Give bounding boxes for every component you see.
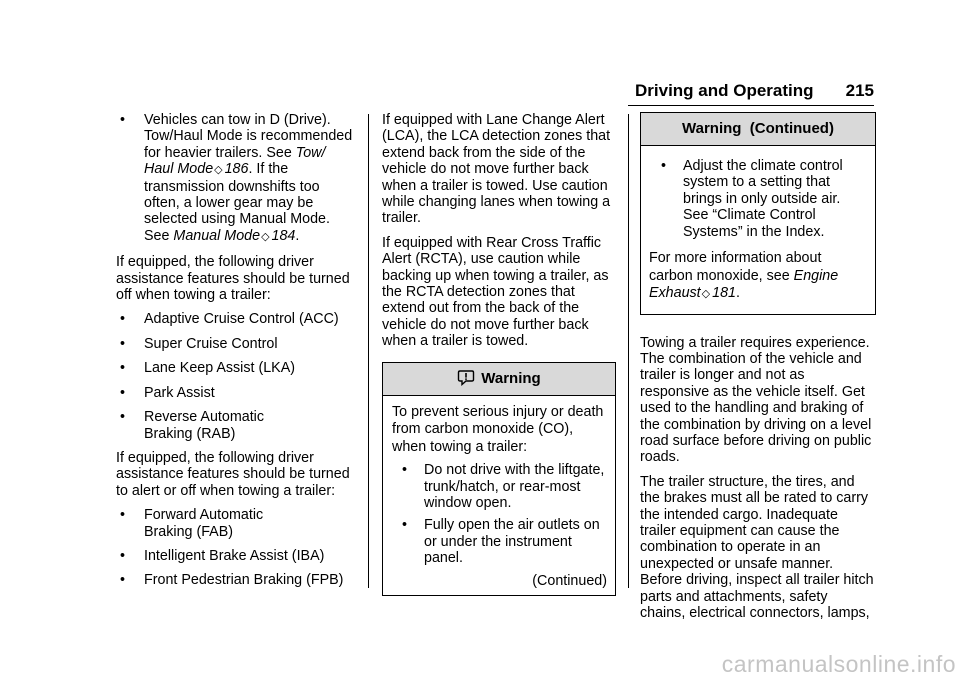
- bullet-icon: •: [661, 158, 667, 174]
- warning-box-continued: [640, 112, 876, 315]
- list-item: • Intelligent Brake Assist (IBA): [120, 547, 325, 564]
- paragraph: If equipped, the following driver assistance features should be turned off when towing a trailer:: [116, 254, 350, 304]
- warning-header: [383, 363, 615, 396]
- watermark: carmanualsonline.info: [721, 650, 956, 677]
- warning-icon: [457, 369, 475, 386]
- list-item: • Fully open the air outlets on or under the instrument panel.: [402, 517, 600, 567]
- paragraph: The trailer structure, the tires, and the brakes must all be rated to carry the intended cargo. Inadequate trailer equipment can cause the combination to operate in an unexpected or unsafe manner. Before driving, inspect all trailer hitch parts and attachments, safety chains, electrical connectors, lamps,: [640, 473, 874, 622]
- bullet-icon: •: [402, 462, 408, 479]
- bullet-icon: •: [120, 360, 126, 377]
- xref-arrow-icon: ◇: [701, 288, 711, 301]
- paragraph: Towing a trailer requires experience. The combination of the vehicle and trailer is longer and not as responsive as the vehicle itself. Get used to the handling and braking of the combination by driving on a level road surface before driving on public roads.: [640, 334, 872, 466]
- list-item: • Reverse Automatic Braking (RAB): [120, 409, 264, 442]
- bullet-icon: •: [120, 507, 126, 524]
- column-divider: [628, 114, 629, 588]
- warning-title: Warning: [481, 369, 541, 387]
- column-middle: [382, 112, 616, 596]
- list-item: • Front Pedestrian Braking (FPB): [120, 572, 344, 589]
- continued-label: (Continued): [532, 572, 607, 589]
- page-header: [628, 81, 874, 106]
- column-right: [640, 112, 876, 629]
- bullet-icon: •: [402, 517, 408, 534]
- section-title: Driving and Operating: [635, 81, 814, 100]
- warning-box: [382, 362, 616, 596]
- xref-link[interactable]: Engine Exhaust: [649, 267, 839, 302]
- list-item: • Forward Automatic Braking (FAB): [120, 507, 264, 540]
- xref-page[interactable]: 181: [712, 285, 736, 302]
- paragraph: If equipped with Rear Cross Traffic Alert (RCTA), use caution while backing up when towing a trailer, as the RCTA detection zones that extend out from the back of the vehicle do not move further back when a trailer is towed.: [382, 234, 609, 350]
- xref-arrow-icon: ◇: [261, 230, 270, 243]
- list-item: • Do not drive with the liftgate, trunk/hatch, or rear-most window open.: [402, 462, 605, 511]
- bullet-icon: •: [120, 335, 126, 352]
- page-number: 215: [845, 81, 874, 100]
- warning-intro: To prevent serious injury or death from carbon monoxide (CO), when towing a trailer:: [392, 403, 604, 455]
- bullet-icon: •: [120, 384, 126, 401]
- list-item: • Adjust the climate control system to a setting that brings in only outside air. See “Climate Control Systems” in the Index.: [661, 158, 843, 240]
- bullet-icon: •: [120, 311, 126, 328]
- bullet-icon: •: [120, 572, 126, 589]
- list-item: • Adaptive Cruise Control (ACC): [120, 311, 339, 328]
- list-item: • Lane Keep Assist (LKA): [120, 360, 295, 377]
- bullet-icon: •: [120, 547, 126, 564]
- paragraph: If equipped with Lane Change Alert (LCA), the LCA detection zones that extend back from the side of the vehicle do not move further back when a trailer is towed. Use caution while changing lanes when towing a trailer.: [382, 112, 611, 227]
- column-divider: [368, 114, 369, 588]
- xref-link[interactable]: Manual Mode: [173, 227, 261, 244]
- paragraph: If equipped, the following driver assistance features should be turned to alert or off when towing a trailer:: [116, 449, 350, 499]
- warning-body: [383, 396, 615, 595]
- xref-link[interactable]: Tow/ Haul Mode: [144, 144, 326, 178]
- list-item: • Vehicles can tow in D (Drive). Tow/Haul Mode is recommended for heavier trailers. See Tow/ Haul Mode◇ 186. If the transmission downshifts too often, a lower gear may be selected using Manual Mode. See Manual Mode◇ 184.: [120, 112, 353, 244]
- warning-header: Warning (Continued): [641, 113, 875, 146]
- list-item: • Super Cruise Control: [120, 335, 278, 352]
- bullet-icon: •: [120, 409, 126, 426]
- xref-page[interactable]: 186: [224, 161, 249, 178]
- xref-arrow-icon: ◇: [214, 164, 223, 177]
- bullet-icon: •: [120, 112, 126, 128]
- xref-page[interactable]: 184: [271, 227, 296, 244]
- paragraph: For more information about carbon monoxide, see Engine Exhaust◇ 181.: [649, 250, 839, 302]
- warning-body: [641, 146, 875, 314]
- column-left: [116, 112, 354, 597]
- list-item: • Park Assist: [120, 384, 215, 401]
